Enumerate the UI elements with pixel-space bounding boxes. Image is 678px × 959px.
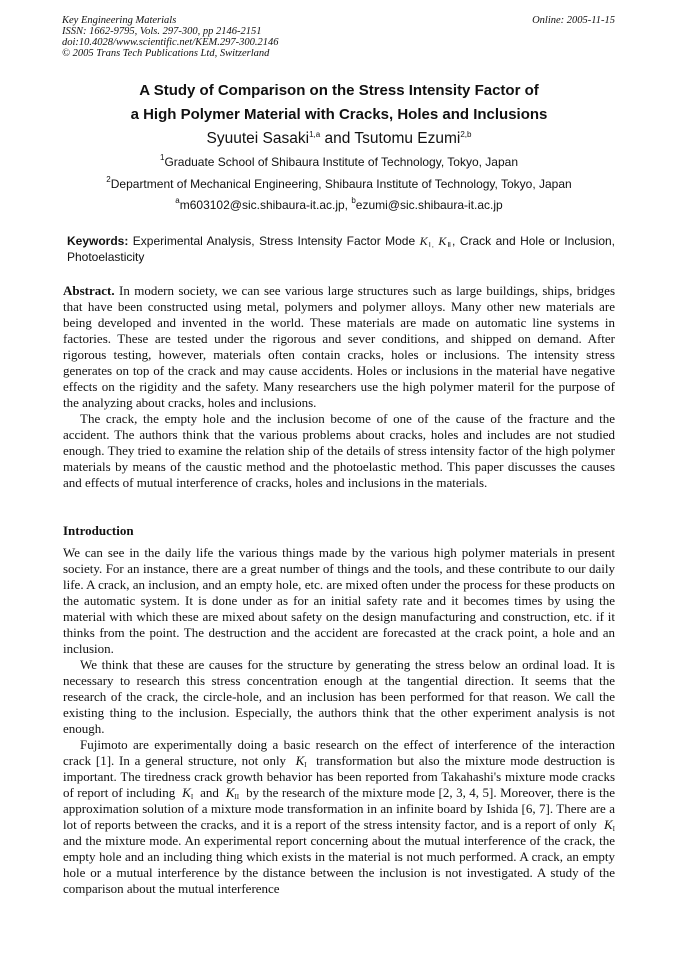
intro-p3-text-e: and the mixture mode. An experimental report concerning about the mutual interference of the crack, the empty hole and an including thing which exists in the material is not much performed. A crack, an empty hole or a mutual interference by the distance between the inclusion is not investigated. A study of the comparison about the mutual interference bbox=[63, 817, 622, 896]
symbol-k3-sub: II bbox=[234, 793, 240, 801]
email-a-marker: a bbox=[175, 196, 180, 205]
intro-p3-text-b: transformation but also the mixture mode destruction is important. The tiredness crack growth behavior has been reported from Takahashi's mixture mode cracks of report of including bbox=[63, 753, 619, 800]
symbol-k2-sub: I bbox=[190, 793, 194, 801]
introduction-heading: Introduction bbox=[63, 523, 134, 538]
author-2-affiliation: 2,b bbox=[460, 130, 472, 139]
author-and: and bbox=[320, 130, 355, 147]
keywords bbox=[67, 233, 615, 265]
journal-header bbox=[62, 15, 615, 59]
copyright-line: © 2005 Trans Tech Publications Ltd, Switzerland bbox=[62, 48, 270, 59]
keywords-k1: K bbox=[419, 234, 428, 248]
keywords-k2: K bbox=[438, 234, 447, 248]
author-1-affiliation: 1,a bbox=[309, 130, 321, 139]
abstract-paragraph-2: The crack, the empty hole and the inclusion become of one of the cause of the fracture and the accident. The authors think that the various problems about cracks, holes and includes are not studied enough. They tried to examine the relation ship of the details of stress intensity factor of the high polymer materials by means of the caustic method and the photoelastic method. This paper discusses the causes and effects of mutual interference of cracks, holes and inclusions in the materials. bbox=[63, 411, 615, 490]
symbol-k3: K bbox=[225, 785, 235, 800]
author-line bbox=[0, 129, 678, 149]
symbol-k4-sub: I bbox=[612, 825, 615, 833]
affiliation-1-marker: 1 bbox=[159, 153, 165, 162]
keywords-label: Keywords: bbox=[67, 234, 129, 248]
symbol-k2: K bbox=[182, 785, 191, 800]
affiliation-1-text: Graduate School of Shibaura Institute of Technology, Tokyo, Japan bbox=[164, 155, 519, 169]
email-line bbox=[0, 197, 678, 213]
intro-paragraph-1: We can see in the daily life the various things made by the various high polymer materials in present society. For an instance, there are a great number of things and the tools, and these contribute to our daily life. A crack, an inclusion, and an empty hole, etc. are mixed often under the process for these products on the automatic system. It is done under as for an initial safety rate and it becomes times by using the material with which these are mixed about safety on the design manufacturing and construction, etc. if it thinks from the point. The destruction and the accident are forecasted at the crack point, a hole and an inclusion. bbox=[63, 545, 615, 656]
keywords-k2-sub: Ⅱ bbox=[446, 242, 453, 249]
author-1: Syuutei Sasaki bbox=[206, 130, 310, 147]
email-b-marker: b bbox=[351, 196, 356, 205]
affiliation-1 bbox=[0, 154, 678, 170]
email-b[interactable]: ezumi@sic.shibaura-it.ac.jp bbox=[355, 198, 503, 212]
abstract-paragraph-1 bbox=[63, 283, 615, 411]
abstract-label: Abstract. bbox=[63, 283, 115, 298]
paper-title-line-1: A Study of Comparison on the Stress Intensity Factor of bbox=[139, 82, 539, 99]
keywords-text-2: , Crack and Hole or Inclusion, Photoelasticity bbox=[67, 234, 616, 264]
affiliation-2-text: Department of Mechanical Engineering, Shibaura Institute of Technology, Tokyo, Japan bbox=[110, 177, 572, 191]
intro-p3-text-a: Fujimoto are experimentally doing a basic research on the effect of interference of the interaction crack [1]. In a general structure, not only bbox=[63, 737, 619, 768]
author-2: Tsutomu Ezumi bbox=[354, 130, 461, 147]
intro-paragraph-3 bbox=[63, 737, 622, 897]
doi-line: doi:10.4028/www.scientific.net/KEM.297-300.2146 bbox=[62, 37, 279, 48]
symbol-k4: K bbox=[603, 817, 613, 832]
intro-p3-text-c: and bbox=[193, 785, 226, 800]
intro-paragraph-2: We think that these are causes for the structure by generating the stress below an ordinal load. It is necessary to research this stress concentration enough at the tangential direction. It seems that the research of the crack, the circle-hole, and an inclusion has been performed for that reason. We call the existing thing to the inclusion. Especially, the authors think that the other experiment analysis is not enough. bbox=[63, 657, 615, 736]
abstract bbox=[63, 283, 615, 491]
keywords-k1-sub: Ⅰ, bbox=[427, 242, 434, 249]
email-a[interactable]: m603102@sic.shibaura-it.ac.jp, bbox=[179, 198, 352, 212]
journal-name: Key Engineering Materials bbox=[62, 15, 177, 26]
symbol-k1-sub: I bbox=[304, 761, 307, 769]
online-date: Online: 2005-11-15 bbox=[532, 15, 615, 26]
paper-title-line-2: a High Polymer Material with Cracks, Holes and Inclusions bbox=[130, 106, 548, 123]
symbol-k1: K bbox=[295, 753, 305, 768]
affiliation-2 bbox=[0, 176, 678, 192]
keywords-text-1: Experimental Analysis, Stress Intensity Factor Mode bbox=[128, 234, 420, 248]
abstract-text-1: In modern society, we can see various large structures such as large buildings, ships, bridges that have been constructed using metal, polymers and polymer alloys. Many other new materials are being developed and invented in the world. These materials are made on automatic line systems in factories. These are tested under the rigorous and sever conditions, and shipped on demand. After rigorous testing, however, materials often contain cracks, holes or inclusions. The intensity stress generates on top of the crack and may cause accidents. Holes or inclusions in the material have negative effects on the rigidity and the safety. Many researchers use the high polymer materil for the purpose of the analyzing about cracks, holes and inclusions. bbox=[63, 283, 615, 410]
intro-p3-text-d: by the research of the mixture mode [2, 3, 4, 5]. Moreover, there is the approximation solution of a mixture mode transformation in an infinite board by Ishida [6, 7]. There are a lot of reports between the cracks, and it is a report of the stress intensity factor, and is a report of only bbox=[63, 785, 619, 832]
introduction-body bbox=[63, 545, 622, 897]
issn-line: ISSN: 1662-9795, Vols. 297-300, pp 2146-2151 bbox=[62, 26, 262, 37]
affiliation-2-marker: 2 bbox=[106, 175, 111, 184]
